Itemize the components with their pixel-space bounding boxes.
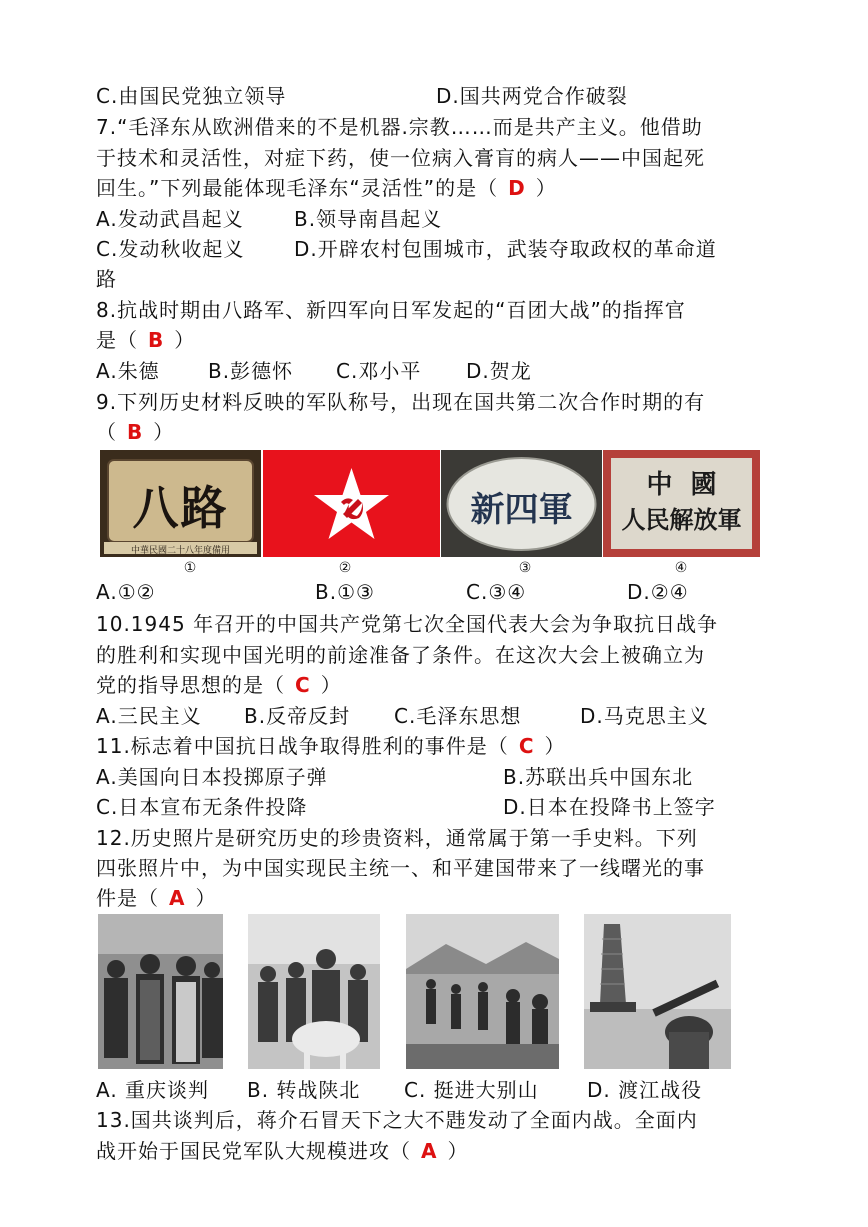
caption-4: ④: [674, 560, 688, 576]
q10-paren: ）: [320, 673, 342, 697]
q8-option-c: C.邓小平: [336, 359, 422, 383]
badge-pla-line2: 人民解放軍: [621, 505, 742, 534]
q7-option-c: C.发动秋收起义: [96, 237, 245, 261]
q9-answer: B: [127, 420, 144, 444]
q10-option-d: D.马克思主义: [580, 704, 709, 728]
q11-paren: ）: [544, 734, 566, 758]
q12-option-b: B. 转战陕北: [247, 1078, 361, 1102]
photo-shaanxi-art: [248, 914, 380, 1069]
q9-text-2: [96, 420, 174, 444]
photo-dabie-art: [406, 914, 559, 1069]
badge-balujun: [100, 450, 261, 557]
photo-dabie-mountains: [406, 914, 559, 1069]
q8-paren: ）: [174, 328, 196, 352]
q9-option-a: A.①②: [96, 580, 156, 604]
q8-option-b: B.彭德怀: [208, 359, 294, 383]
q12-stem: 件是（: [96, 886, 159, 910]
q12-option-d: D. 渡江战役: [587, 1078, 703, 1102]
q8-stem: 是（: [96, 328, 138, 352]
q8-option-d: D.贺龙: [466, 359, 532, 383]
q12-text-3: [96, 886, 216, 910]
option-c-prev: C.由国民党独立领导: [96, 84, 287, 108]
q12-text-1: 12.历史照片是研究历史的珍贵资料，通常属于第一手史料。下列: [96, 826, 698, 850]
q13-answer: A: [421, 1139, 438, 1163]
photo-yangtze-art: [584, 914, 731, 1069]
photo-chongqing-art: [98, 914, 223, 1069]
q11-option-d: D.日本在投降书上签字: [503, 795, 716, 819]
q10-stem: 党的指导思想的是（: [96, 673, 285, 697]
q12-option-a: A. 重庆谈判: [96, 1078, 210, 1102]
q8-option-a: A.朱德: [96, 359, 160, 383]
q12-paren: ）: [195, 886, 217, 910]
option-d-prev: D.国共两党合作破裂: [436, 84, 628, 108]
q8-text-2: [96, 328, 195, 352]
q7-paren: ）: [535, 176, 557, 200]
q12-text-2: 四张照片中，为中国实现民主统一、和平建国带来了一线曙光的事: [96, 856, 705, 880]
q7-stem: 回生。”下列最能体现毛泽东“灵活性”的是（: [96, 176, 499, 200]
badge-pla-line1: 中 國: [646, 470, 717, 500]
caption-3: ③: [518, 560, 532, 576]
q9-option-b: B.①③: [315, 580, 375, 604]
badge-xinsijun: [441, 450, 602, 557]
red-star-icon: [263, 450, 440, 557]
q13-stem: 战开始于国民党军队大规模进攻（: [96, 1139, 411, 1163]
q7-text-1: 7.“毛泽东从欧洲借来的不是机器.宗教……而是共产主义。他借助: [96, 115, 703, 139]
q13-text-2: [96, 1139, 468, 1163]
q9-option-d: D.②④: [627, 580, 689, 604]
q8-answer: B: [148, 328, 165, 352]
q11-option-a: A.美国向日本投掷原子弹: [96, 765, 328, 789]
photo-crossing-yangtze: [584, 914, 731, 1069]
q9-paren-open: （: [96, 420, 117, 444]
q11-option-b: B.苏联出兵中国东北: [503, 765, 694, 789]
q10-answer: C: [295, 673, 311, 697]
q7-option-d-cont: 路: [96, 267, 117, 291]
q8-text-1: 8.抗战时期由八路军、新四军向日军发起的“百团大战”的指挥官: [96, 298, 686, 322]
q9-option-c: C.③④: [466, 580, 527, 604]
q13-text-1: 13.国共谈判后，蒋介石冒天下之大不韪发动了全面内战。全面内: [96, 1108, 698, 1132]
badge-balujun-small: 中華民國二十八年度備用: [130, 546, 230, 556]
q10-text-3: [96, 673, 342, 697]
q10-text-1: 10.1945 年召开的中国共产党第七次全国代表大会为争取抗日战争: [96, 612, 719, 636]
q12-answer: A: [169, 886, 186, 910]
badge-pla: [603, 450, 760, 557]
q11-answer: C: [518, 734, 535, 758]
q9-text-1: 9.下列历史材料反映的军队称号，出现在国共第二次合作时期的有: [96, 390, 706, 414]
q7-answer: D: [508, 176, 526, 200]
q11-stem: 11.标志着中国抗日战争取得胜利的事件是（: [96, 734, 509, 758]
q10-option-c: C.毛泽东思想: [394, 704, 522, 728]
red-star-flag: [263, 450, 440, 557]
q7-option-d: D.开辟农村包围城市，武装夺取政权的革命道: [294, 237, 717, 261]
q7-option-a: A.发动武昌起义: [96, 207, 244, 231]
q13-paren: ）: [447, 1139, 469, 1163]
q10-text-2: 的胜利和实现中国光明的前途准备了条件。在这次大会上被确立为: [96, 643, 705, 667]
q10-option-a: A.三民主义: [96, 704, 202, 728]
q10-option-b: B.反帝反封: [244, 704, 351, 728]
photo-chongqing-negotiation: [98, 914, 223, 1069]
caption-2: ②: [338, 560, 352, 576]
photo-northern-shaanxi: [248, 914, 380, 1069]
q11-option-c: C.日本宣布无条件投降: [96, 795, 308, 819]
q12-option-c: C. 挺进大别山: [404, 1078, 539, 1102]
caption-1: ①: [183, 560, 197, 576]
badge-balujun-label: 八路: [132, 481, 229, 535]
q7-option-b: B.领导南昌起义: [294, 207, 443, 231]
badge-xinsijun-label: 新四軍: [470, 490, 573, 530]
q7-text-3: [96, 176, 557, 200]
q9-paren: ）: [153, 420, 175, 444]
q11-text-1: [96, 734, 566, 758]
q7-text-2: 于技术和灵活性，对症下药，使一位病入膏肓的病人——中国起死: [96, 146, 705, 170]
